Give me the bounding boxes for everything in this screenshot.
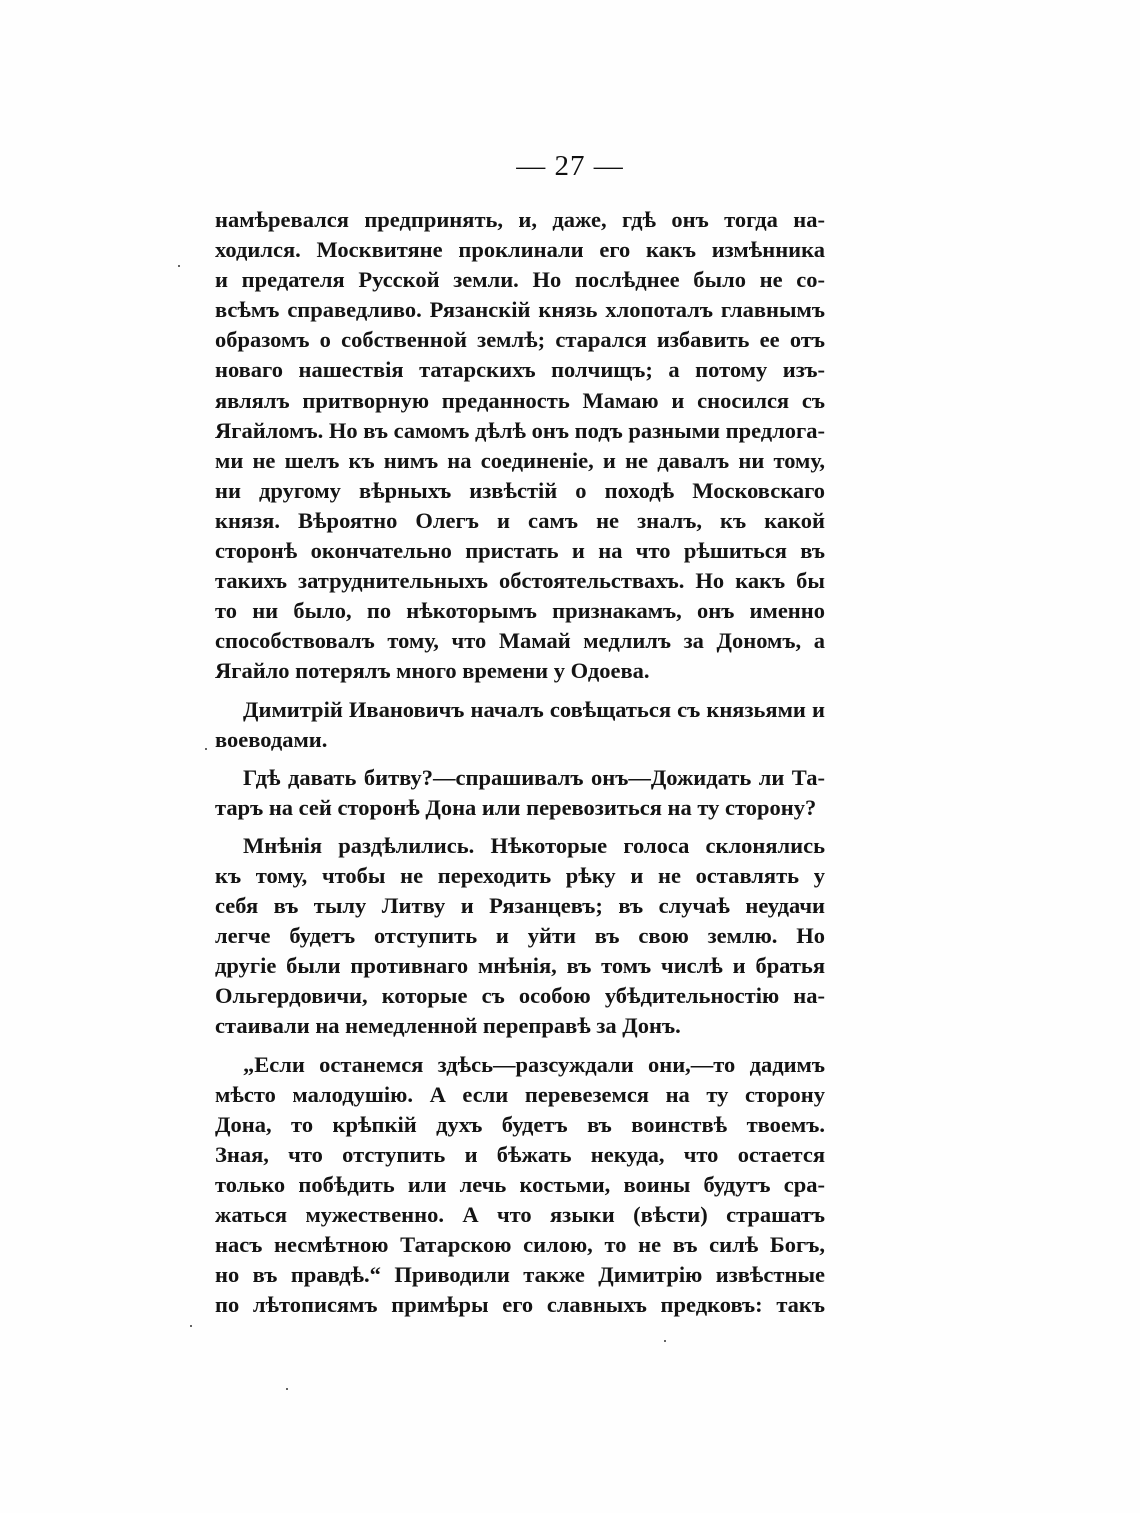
text-line: князя. Вѣроятно Олегъ и самъ не зналъ, къ какой xyxy=(215,507,825,533)
scan-speck xyxy=(664,1340,666,1342)
paragraph-gap xyxy=(215,687,825,695)
text-line: но въ правдѣ.“ Приводили также Димитрію извѣстные xyxy=(215,1262,825,1288)
paragraph-gap xyxy=(215,823,825,831)
text-line: ходился. Москвитяне проклинали его какъ измѣнника xyxy=(215,237,825,263)
text-line: мѣсто малодушію. А если перевеземся на ту сторону xyxy=(215,1081,825,1107)
text-line: насъ несмѣтною Татарскою силою, то не въ силѣ Богъ, xyxy=(215,1232,825,1258)
scan-speck xyxy=(205,748,207,750)
text-line: образомъ о собственной землѣ; старался избавить ее отъ xyxy=(215,327,825,353)
text-line: Гдѣ давать битву?—спрашивалъ онъ—Дожидать ли Та- xyxy=(243,764,825,790)
text-line: легче будетъ отступить и уйти въ свою землю. Но xyxy=(215,923,825,949)
body-text xyxy=(215,205,825,1320)
text-line: Мнѣнія раздѣлились. Нѣкоторые голоса склонялись xyxy=(243,832,825,858)
text-line: къ тому, чтобы не переходить рѣку и не оставлять у xyxy=(215,862,825,888)
text-line: себя въ тылу Литву и Рязанцевъ; въ случаѣ неудачи xyxy=(215,893,825,919)
scan-speck xyxy=(286,1388,288,1390)
text-line: другіе были противнаго мнѣнія, въ томъ числѣ и братья xyxy=(215,953,825,979)
paragraph-gap xyxy=(215,1042,825,1050)
text-line: стаивали на немедленной переправѣ за Донъ. xyxy=(215,1013,681,1039)
text-line: ни другому вѣрныхъ извѣстій о походѣ Московскаго xyxy=(215,477,825,503)
text-line: воеводами. xyxy=(215,726,328,752)
page-number: — 27 — xyxy=(516,150,624,182)
text-line: то ни было, по нѣкоторымъ признакамъ, онъ именно xyxy=(215,598,825,624)
text-line: Зная, что отступить и бѣжать некуда, что остается xyxy=(215,1141,825,1167)
text-line: Димитрій Ивановичъ началъ совѣщаться съ князьями и xyxy=(243,696,825,722)
text-line: только побѣдить или лечь костьми, воины будутъ сра- xyxy=(215,1171,825,1197)
text-line: новаго нашествія татарскихъ полчищъ; а потому изъ- xyxy=(215,357,825,383)
text-line: „Если останемся здѣсь—разсуждали они,—то дадимъ xyxy=(243,1051,825,1077)
text-line: всѣмъ справедливо. Рязанскій князь хлопоталъ главнымъ xyxy=(215,297,825,323)
text-line: жаться мужественно. А что языки (вѣсти) страшатъ xyxy=(215,1202,825,1227)
text-line: Ягайло потерялъ много времени у Одоева. xyxy=(215,658,650,684)
paragraph-gap xyxy=(215,755,825,763)
text-line: ми не шелъ къ нимъ на соединеніе, и не давалъ ни тому, xyxy=(215,447,825,473)
text-line: Дона, то крѣпкій духъ будетъ въ воинствѣ твоемъ. xyxy=(215,1111,825,1137)
text-line: Ольгердовичи, которые съ особою убѣдительностію на- xyxy=(215,983,825,1009)
text-line: по лѣтописямъ примѣры его славныхъ предковъ: такъ xyxy=(215,1292,825,1318)
text-line: являлъ притворную преданность Мамаю и сносился съ xyxy=(215,387,825,413)
text-line: таръ на сей сторонѣ Дона или перевозиться на ту сторону? xyxy=(215,794,817,820)
text-line: сторонѣ окончательно пристать и на что рѣшиться въ xyxy=(215,538,825,564)
text-line: и предателя Русской земли. Но послѣднее было не со- xyxy=(215,267,825,293)
text-line: Ягайломъ. Но въ самомъ дѣлѣ онъ подъ разными предлога- xyxy=(215,417,825,443)
scan-speck xyxy=(190,1325,192,1327)
text-line: намѣревался предпринять, и, даже, гдѣ онъ тогда на- xyxy=(215,207,825,232)
text-line: способствовалъ тому, что Мамай медлилъ за Дономъ, а xyxy=(215,628,825,654)
scan-speck xyxy=(178,265,180,267)
text-line: такихъ затруднительныхъ обстоятельствахъ. Но какъ бы xyxy=(215,568,825,594)
